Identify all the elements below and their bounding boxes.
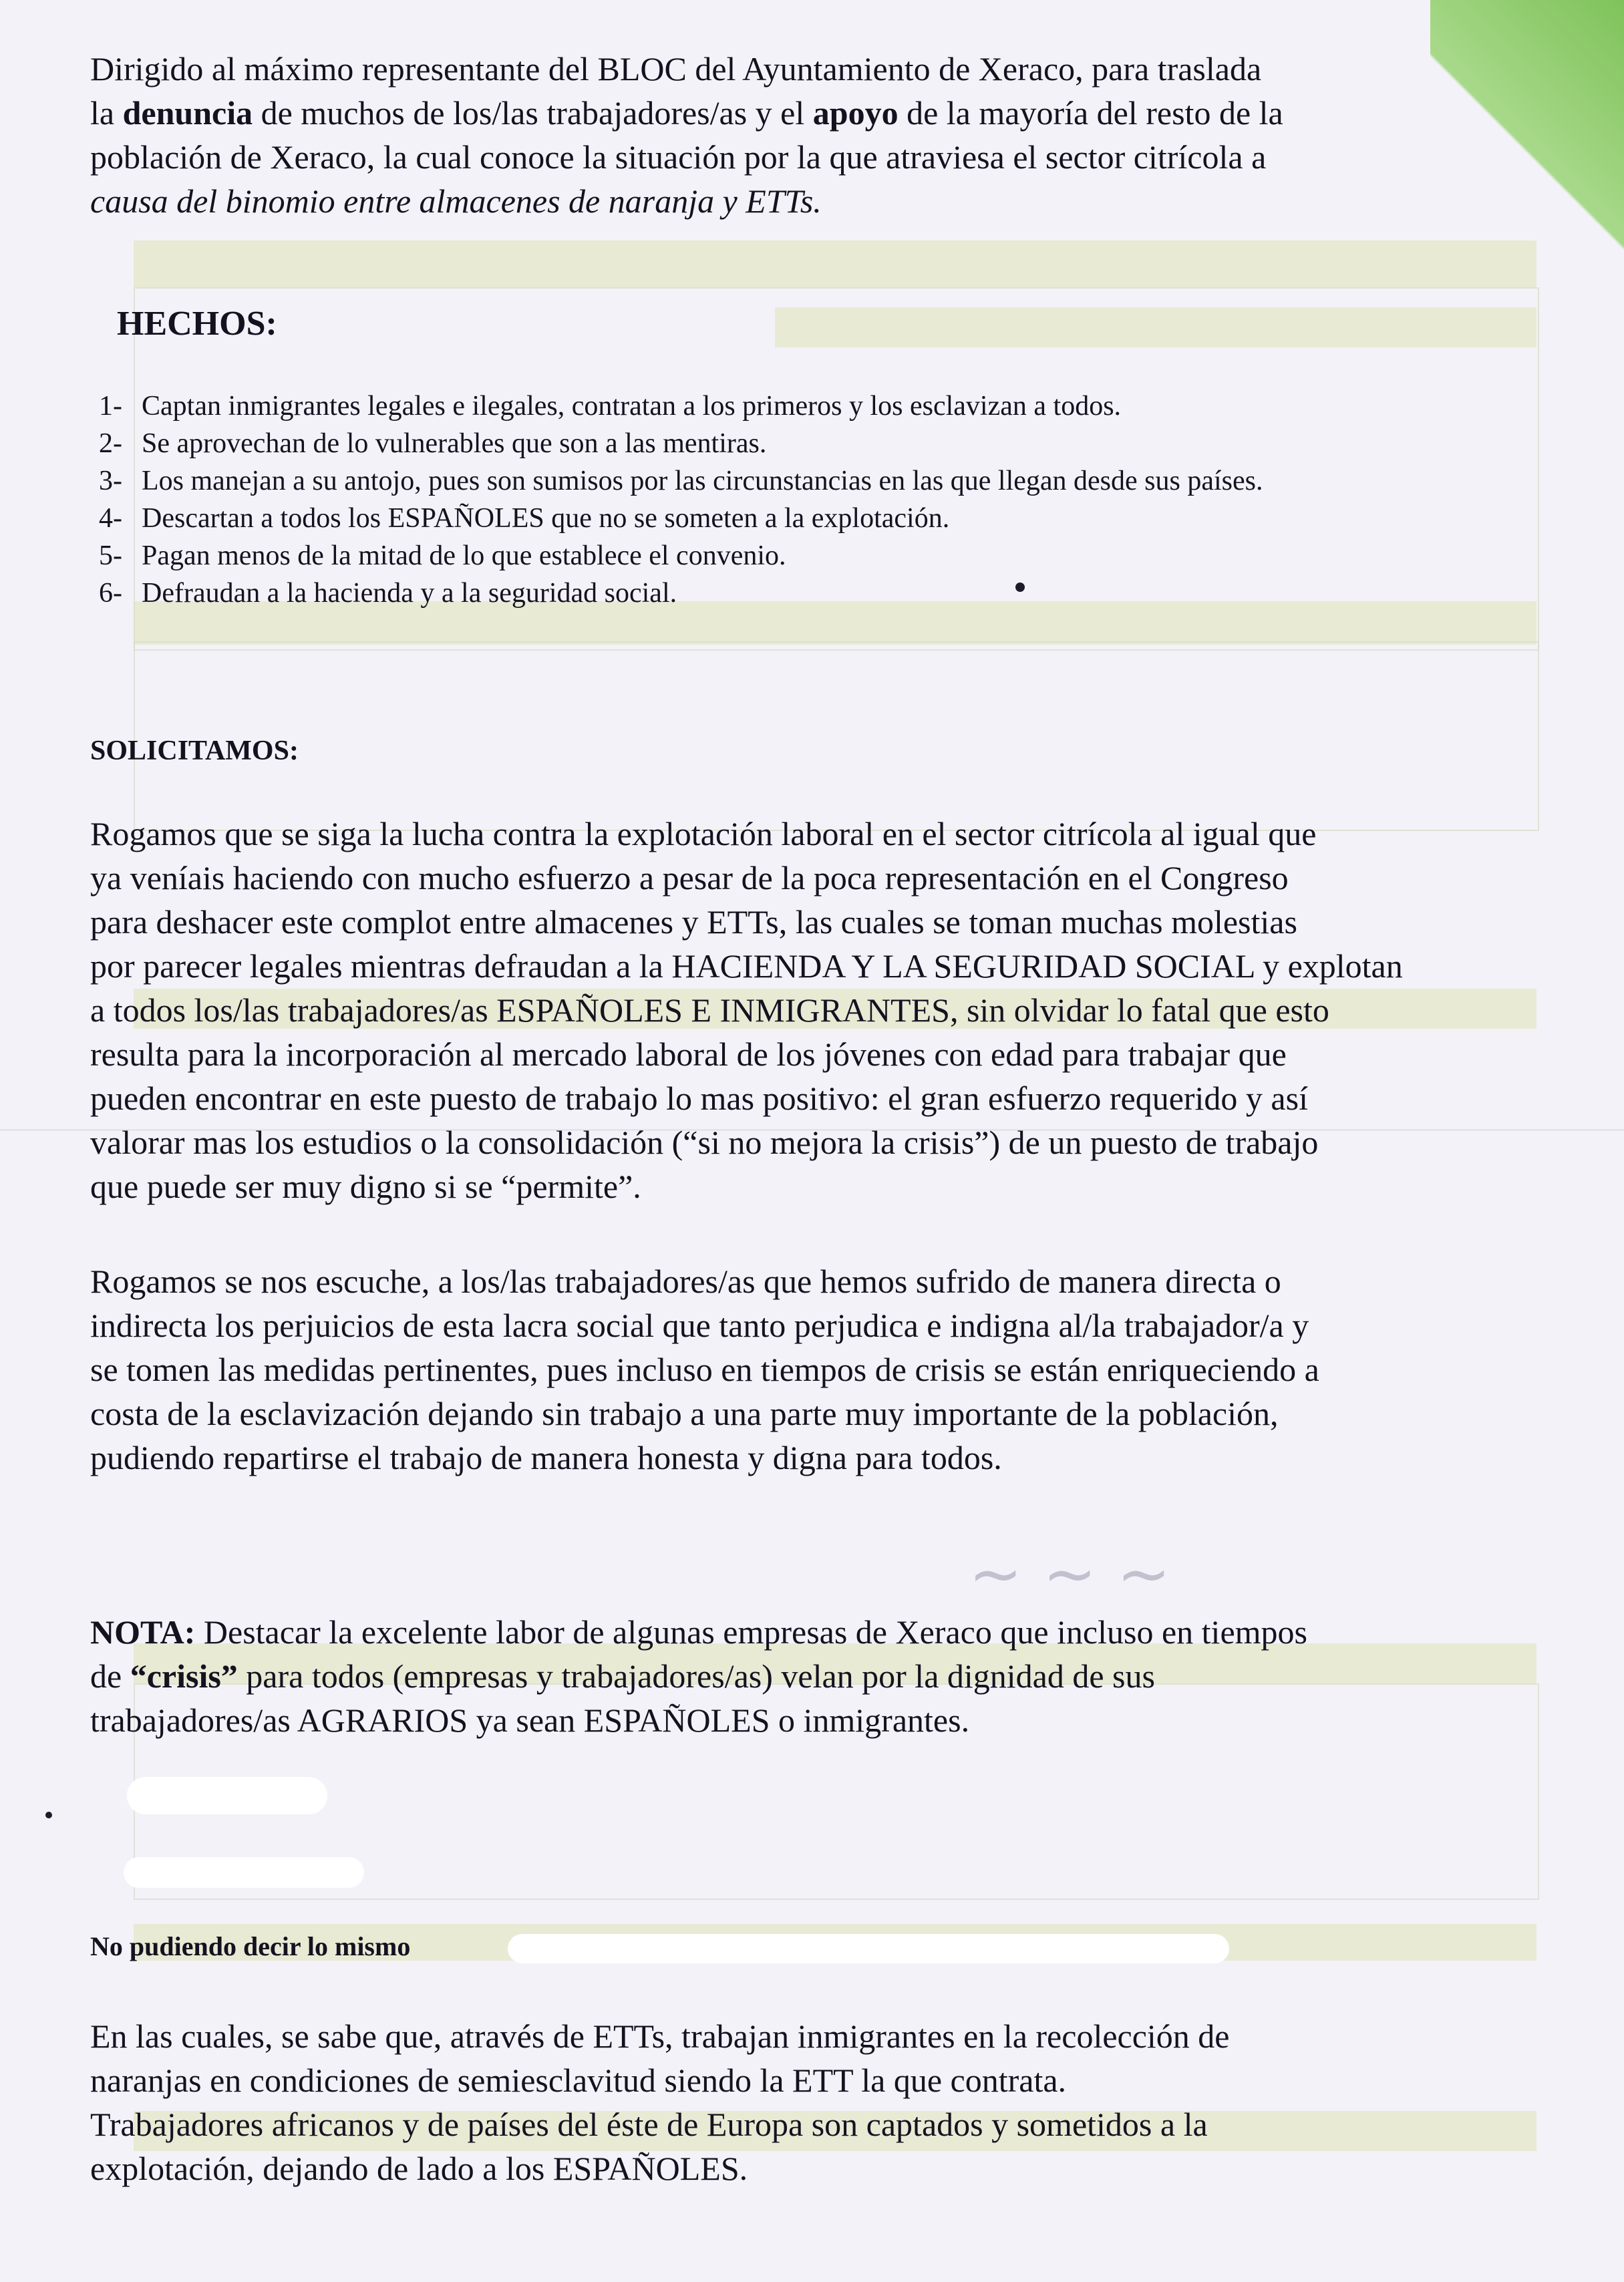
item-number: 4- bbox=[99, 503, 122, 534]
nota-paragraph bbox=[90, 1610, 1526, 1742]
item-number: 5- bbox=[99, 540, 122, 571]
nota-label: NOTA: bbox=[90, 1613, 196, 1651]
solicitamos-paragraph-2 bbox=[90, 1259, 1526, 1480]
text: para todos (empresas y trabajadores/as) velan por la dignidad de sus bbox=[237, 1657, 1155, 1695]
item-text: Defraudan a la hacienda y a la seguridad social. bbox=[142, 578, 677, 609]
intro-paragraph bbox=[90, 47, 1526, 223]
text-line: indirecta los perjuicios de esta lacra social que tanto perjudica e indigna al/la trabajador/a y bbox=[90, 1307, 1309, 1344]
text-line: se tomen las medidas pertinentes, pues incluso en tiempos de crisis se están enriqueciendo a bbox=[90, 1351, 1319, 1388]
hechos-item bbox=[99, 575, 1535, 612]
intro-line: población de Xeraco, la cual conoce la situación por la que atraviesa el sector citrícola a bbox=[90, 138, 1267, 176]
solicitamos-heading: SOLICITAMOS: bbox=[90, 736, 299, 766]
nota-line bbox=[90, 1654, 1526, 1698]
text: la bbox=[90, 94, 123, 132]
nota-line: trabajadores/as AGRARIOS ya sean ESPAÑOLES o inmigrantes. bbox=[90, 1701, 970, 1739]
redaction bbox=[124, 1857, 364, 1888]
text-line: a todos los/las trabajadores/as ESPAÑOLES E INMIGRANTES, sin olvidar lo fatal que esto bbox=[90, 991, 1329, 1029]
text-line: explotación, dejando de lado a los ESPAÑOLES. bbox=[90, 2150, 748, 2187]
text-line: que puede ser muy digno si se “permite”. bbox=[90, 1168, 641, 1205]
item-text: Descartan a todos los ESPAÑOLES que no se someten a la explotación. bbox=[142, 503, 950, 534]
intro-line: causa del binomio entre almacenes de naranja y ETTs. bbox=[90, 182, 822, 220]
bold-word: “crisis” bbox=[130, 1657, 238, 1695]
item-text: Los manejan a su antojo, pues son sumisos por las circunstancias en las que llegan desde sus países. bbox=[142, 466, 1263, 496]
text-line: resulta para la incorporación al mercado laboral de los jóvenes con edad para trabajar que bbox=[90, 1035, 1287, 1073]
no-pudiendo-label: No pudiendo decir lo mismo bbox=[90, 1931, 411, 1961]
text-line: Trabajadores africanos y de países del éste de Europa son captados y sometidos a la bbox=[90, 2106, 1208, 2143]
intro-line bbox=[90, 91, 1526, 135]
text-line: ya veníais haciendo con mucho esfuerzo a pesar de la poca representación en el Congreso bbox=[90, 859, 1289, 896]
item-number: 1- bbox=[99, 391, 122, 422]
bold-word: denuncia bbox=[122, 94, 253, 132]
item-text: Pagan menos de la mitad de lo que establece el convenio. bbox=[142, 540, 786, 571]
text-line: para deshacer este complot entre almacenes y ETTs, las cuales se toman muchas molestias bbox=[90, 903, 1297, 941]
item-text: Se aprovechan de lo vulnerables que son a las mentiras. bbox=[142, 428, 767, 459]
text: de la mayoría del resto de la bbox=[898, 94, 1283, 132]
bold-word: apoyo bbox=[812, 94, 899, 132]
nota-line bbox=[90, 1610, 1526, 1654]
hechos-item bbox=[99, 500, 1535, 537]
text-line: pudiendo repartirse el trabajo de manera honesta y digna para todos. bbox=[90, 1439, 1002, 1476]
handwriting-mark: ~ ~ ~ bbox=[969, 1536, 1171, 1611]
form-band bbox=[134, 240, 1536, 287]
redaction bbox=[508, 1934, 1229, 1963]
text-line: Rogamos que se siga la lucha contra la explotación laboral en el sector citrícola al igual que bbox=[90, 815, 1317, 852]
hechos-item bbox=[99, 387, 1535, 425]
hechos-heading: HECHOS: bbox=[117, 305, 277, 343]
hechos-item bbox=[99, 537, 1535, 575]
item-number: 6- bbox=[99, 578, 122, 609]
hechos-item bbox=[99, 425, 1535, 462]
ink-dot bbox=[45, 1812, 52, 1818]
text-line: valorar mas los estudios o la consolidación (“si no mejora la crisis”) de un puesto de trabajo bbox=[90, 1124, 1319, 1161]
final-paragraph bbox=[90, 2014, 1526, 2190]
item-number: 3- bbox=[99, 466, 122, 496]
solicitamos-paragraph-1 bbox=[90, 812, 1526, 1208]
text: de muchos de los/las trabajadores/as y el bbox=[253, 94, 813, 132]
text-line: naranjas en condiciones de semiesclavitud siendo la ETT la que contrata. bbox=[90, 2062, 1067, 2099]
text-line: costa de la esclavización dejando sin trabajo a una parte muy importante de la población, bbox=[90, 1395, 1279, 1432]
hechos-item bbox=[99, 462, 1535, 500]
item-number: 2- bbox=[99, 428, 122, 459]
text: Destacar la excelente labor de algunas empresas de Xeraco que incluso en tiempos bbox=[195, 1613, 1307, 1651]
form-box bbox=[134, 641, 1539, 831]
hechos-list bbox=[99, 387, 1535, 612]
text: de bbox=[90, 1657, 130, 1695]
text-line: por parecer legales mientras defraudan a la HACIENDA Y LA SEGURIDAD SOCIAL y explotan bbox=[90, 947, 1403, 985]
text-line: pueden encontrar en este puesto de trabajo lo mas positivo: el gran esfuerzo requerido y así bbox=[90, 1080, 1308, 1117]
ink-dot bbox=[1015, 583, 1025, 592]
intro-line: Dirigido al máximo representante del BLOC del Ayuntamiento de Xeraco, para traslada bbox=[90, 50, 1262, 88]
text-line: En las cuales, se sabe que, através de ETTs, trabajan inmigrantes en la recolección de bbox=[90, 2017, 1230, 2055]
redaction bbox=[127, 1777, 327, 1814]
item-text: Captan inmigrantes legales e ilegales, contratan a los primeros y los esclavizan a todos. bbox=[142, 391, 1122, 422]
text-line: Rogamos se nos escuche, a los/las trabajadores/as que hemos sufrido de manera directa o bbox=[90, 1263, 1281, 1300]
